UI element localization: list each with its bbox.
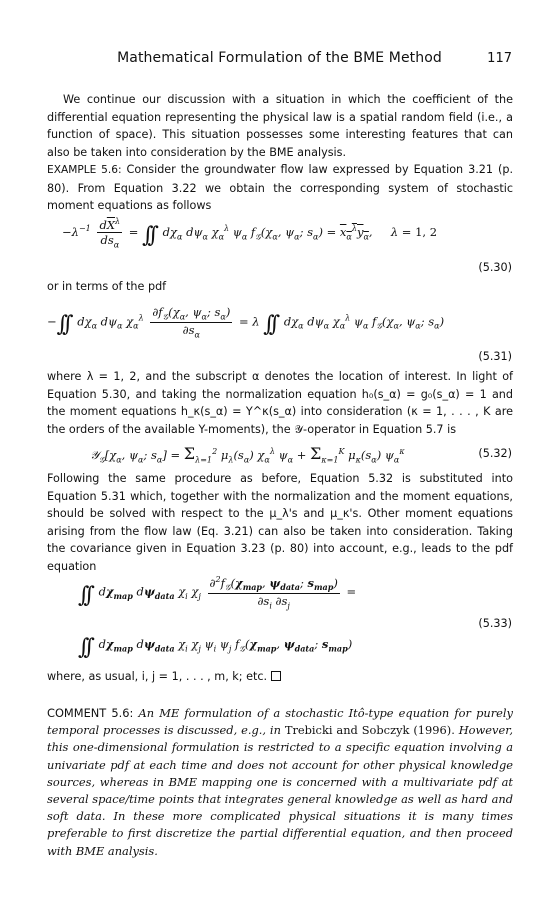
example-text: Consider the groundwater flow law expressed by Equation 3.21 (p. 80). From Equation 3.22 we obtain the corresponding system of stochastic moment equations as follows: [47, 163, 514, 213]
example-paragraph: [47, 161, 513, 215]
equation-number-5-32: (5.32): [478, 447, 512, 460]
equation-5-33-line-1: ∫∫ $d\chi_{map}$ $d\psi_{data}$ $\chi_i$ $\chi_j$ $\frac{\partial^2f_𝒢(\chi_{map}, \psi_{data}; s_{map})}{\partial s_i \partial s_j}$ =: [78, 575, 357, 611]
equation-5-32: $𝒴_𝒢[\chi_\alpha$, $\psi_\alpha$; $s_\alpha] = \Sigma_{\lambda=1}^2$ $\mu_\lambda(s_\alpha)$ $\chi_\alpha^\lambda$ $\psi_\alpha + \Sigma_{\kappa=1}^K$ $\mu_\kappa(s_\alpha)$ $\psi_\alpha^\kappa$: [90, 444, 405, 465]
paragraph-after-5-32: Following the same procedure as before, Equation 5.32 is substituted into Equation 5.31 which, together with the normalization and the moment equations, should be solved with respect to the μ_λ's and μ_κ's. Other moment equations arising from the flow law (Eq. 3.21) can also be taken into consideration. Taking the covariance given in Equation 3.23 (p. 80) into account, e.g., leads to the pdf equation: [47, 472, 513, 573]
equation-number-5-30: (5.30): [478, 261, 512, 274]
equation-5-30: $-\lambda^{-1}$ $\frac{d\overline{X}^\lambda}{ds_\alpha}$ = ∫∫ $d\chi_\alpha$ $d\psi_\alpha$ $\chi_\alpha^\lambda$ $\psi_\alpha$ $f_𝒢(\chi_\alpha$, $\psi_\alpha$; $s_\alpha) = x_\alpha^\lambda y_\alpha$, λ = 1, 2: [62, 217, 438, 250]
equation-5-31: −∫∫ $d\chi_\alpha$ $d\psi_\alpha$ $\chi_\alpha^\lambda$ $\frac{\partial f_𝒢(\chi_\alpha, \psi_\alpha; s_\alpha)}{\partial s_\alpha}$ = λ ∫∫ $d\chi_\alpha$ $d\psi_\alpha$ $\chi_\alpha^\lambda$ $\psi_\alpha$ $f_𝒢(\chi_\alpha$, $\psi_\alpha$; $s_\alpha$): [47, 305, 445, 340]
or-pdf-text: or in terms of the pdf: [47, 280, 167, 293]
where-usual-text: where, as usual, i, j = 1, . . . , m, k; etc.: [47, 670, 268, 683]
comment-text-a: An ME formulation of a stochastic Itô-type equation for purely temporal processes is discussed, e.g., in: [47, 706, 513, 738]
comment-label: COMMENT 5.6:: [47, 706, 134, 720]
running-header: [47, 50, 512, 70]
comment-citation: Trebicki and Sobczyk (1996).: [284, 723, 455, 738]
intro-paragraph: We continue our discussion with a situation in which the coefficient of the differential equation representing the physical law is a spatial random field (i.e., a function of space). This situation possesses some interesting features that can also be taken into consideration by the BME analysis.: [47, 93, 513, 159]
example-label: EXAMPLE 5.6:: [47, 164, 122, 176]
comment-text-b: However, this one-dimensional formulation is restricted to a specific equation involving a univariate pdf at each time and does not account for other physical knowledge sources, whereas in BME mapping one is concerned with a multivariate pdf at several space/time points that integrates general knowledge as well as hard and soft data. In these more complicated physical situations it is many times preferable to first discretize the partial differential equation, and then proceed with BME analysis.: [47, 723, 514, 858]
where-usual-line: [47, 668, 513, 686]
page-number: 117: [487, 51, 512, 66]
paragraph-after-5-31: where λ = 1, 2, and the subscript α denotes the location of interest. In light of Equation 5.30, and taking the normalization equation h₀(s_α) = g₀(s_α) = 1 and the moment equations h_κ(s_α) = Y^κ(s_α) into consideration (κ = 1, . . . , K are the orders of the available Y-moments), the 𝒴-operator in Equation 5.7 is: [47, 370, 513, 436]
running-title: Mathematical Formulation of the BME Method: [117, 50, 442, 66]
equation-number-5-33: (5.33): [478, 617, 512, 630]
comment-paragraph: [47, 705, 513, 860]
equation-5-33-line-2: ∫∫ $d\chi_{map}$ $d\psi_{data}$ $\chi_i$ $\chi_j$ $\psi_i$ $\psi_j$ $f_𝒢(\chi_{map}$, $\psi_{data}$; $s_{map}$): [78, 635, 353, 660]
equation-number-5-31: (5.31): [478, 350, 512, 363]
end-of-example-icon: [271, 671, 281, 681]
